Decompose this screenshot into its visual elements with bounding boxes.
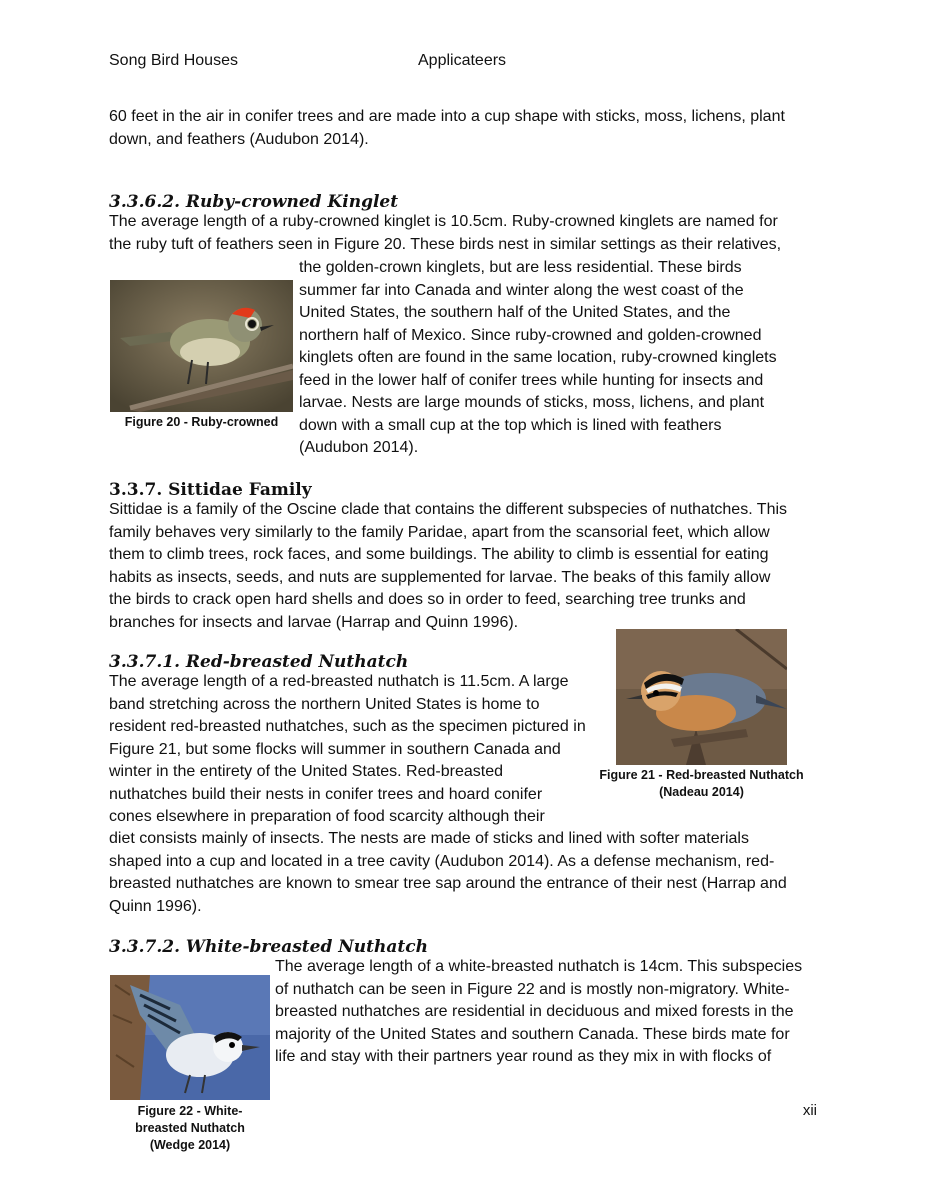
kinglet-line: (Audubon 2014). xyxy=(299,439,419,456)
sittidae-line: them to climb trees, rock faces, and some buildings. The ability to climb is essential for eating xyxy=(109,546,769,563)
header-right: Applicateers xyxy=(418,52,507,69)
white-nuthatch-line: breasted nuthatches are residential in deciduous and mixed forests in the xyxy=(275,1003,794,1020)
white-nuthatch-line: The average length of a white-breasted nuthatch is 14cm. This subspecies xyxy=(275,958,803,975)
kinglet-line: northern half of Mexico. Since ruby-crowned and golden-crowned xyxy=(299,326,762,344)
figure-21-photo xyxy=(616,629,787,765)
sittidae-line: habits as insects, seeds, and nuts are supplemented for larvae. The beaks of this family allow xyxy=(109,568,771,586)
section-heading-red-nuthatch: 3.3.7.1. Red-breasted Nuthatch xyxy=(109,652,409,672)
figure-20-photo xyxy=(110,280,293,412)
section-heading-kinglet: 3.3.6.2. Ruby-crowned Kinglet xyxy=(109,192,399,212)
intro-line: down, and feathers (Audubon 2014). xyxy=(109,130,369,148)
figure-22-caption xyxy=(110,1103,270,1154)
figure-22-caption-line: Figure 22 - White- xyxy=(137,1104,243,1118)
sittidae-line: the birds to crack open hard shells and does so in order to feed, searching tree trunks and xyxy=(109,591,746,608)
page-number: xii xyxy=(802,1102,817,1119)
red-nuthatch-line: resident red-breasted nuthatches, such as the specimen pictured in xyxy=(109,718,586,735)
ruby-crowned-kinglet-icon xyxy=(110,280,293,412)
figure-22-photo xyxy=(110,975,270,1100)
red-nuthatch-paragraph-wrap xyxy=(109,671,609,829)
kinglet-paragraph-top xyxy=(109,211,829,256)
kinglet-line: The average length of a ruby-crowned kinglet is 10.5cm. Ruby-crowned kinglets are named for xyxy=(109,213,778,230)
figure-21-caption xyxy=(590,767,813,801)
red-nuthatch-line: Figure 21, but some flocks will summer in southern Canada and xyxy=(109,740,561,758)
white-breasted-nuthatch-icon xyxy=(110,975,270,1100)
section-heading-white-nuthatch: 3.3.7.2. White-breasted Nuthatch xyxy=(109,937,428,957)
kinglet-line: summer far into Canada and winter along the west coast of the xyxy=(299,281,744,299)
kinglet-paragraph-wrap xyxy=(299,257,829,460)
white-nuthatch-line: of nuthatch can be seen in Figure 22 and is mostly non-migratory. White- xyxy=(275,980,790,998)
white-nuthatch-line: life and stay with their partners year round as they mix in with flocks of xyxy=(275,1048,772,1065)
figure-21-caption-line: (Nadeau 2014) xyxy=(659,785,744,799)
sittidae-line: Sittidae is a family of the Oscine clade that contains the different subspecies of nuthatches. This xyxy=(109,501,788,518)
intro-paragraph xyxy=(109,106,829,151)
section-heading-sittidae: 3.3.7. Sittidae Family xyxy=(109,480,312,500)
header-left: Song Bird Houses xyxy=(109,52,238,69)
red-nuthatch-line: band stretching across the northern United States is home to xyxy=(109,695,540,713)
figure-22-caption-line: breasted Nuthatch xyxy=(135,1121,245,1135)
sittidae-line: branches for insects and larvae (Harrap and Quinn 1996). xyxy=(109,613,519,631)
kinglet-line: larvae. Nests are large mounds of sticks, moss, lichens, and plant xyxy=(299,394,765,411)
kinglet-line: the golden-crown kinglets, but are less residential. These birds xyxy=(299,259,742,276)
red-nuthatch-line: cones elsewhere in preparation of food scarcity although their xyxy=(109,808,545,825)
red-nuthatch-paragraph-full xyxy=(109,828,829,918)
red-nuthatch-line: diet consists mainly of insects. The nests are made of sticks and lined with softer materials xyxy=(109,830,749,847)
red-breasted-nuthatch-icon xyxy=(616,629,787,765)
kinglet-line: United States, the southern half of the United States, and the xyxy=(299,304,731,321)
kinglet-line: feed in the lower half of conifer trees while hunting for insects and xyxy=(299,371,764,389)
kinglet-line: down with a small cup at the top which is lined with feathers xyxy=(299,416,722,434)
figure-21-caption-line: Figure 21 - Red-breasted Nuthatch xyxy=(599,768,804,782)
kinglet-line: kinglets often are found in the same location, ruby-crowned kinglets xyxy=(299,349,777,366)
white-nuthatch-line: majority of the United States and southern Canada. These birds mate for xyxy=(275,1025,790,1043)
red-nuthatch-line: nuthatches build their nests in conifer trees and hoard conifer xyxy=(109,785,543,803)
red-nuthatch-line: Quinn 1996). xyxy=(109,897,202,915)
red-nuthatch-line: winter in the entirety of the United States. Red-breasted xyxy=(109,763,503,780)
figure-22-caption-line: (Wedge 2014) xyxy=(149,1138,231,1152)
kinglet-line: the ruby tuft of feathers seen in Figure 20. These birds nest in similar settings as their relatives, xyxy=(109,235,782,253)
sittidae-paragraph xyxy=(109,499,829,634)
red-nuthatch-line: breasted nuthatches are known to smear tree sap around the entrance of their nest (Harrap and xyxy=(109,875,787,892)
red-nuthatch-line: The average length of a red-breasted nuthatch is 11.5cm. A large xyxy=(109,673,569,690)
red-nuthatch-line: shaped into a cup and located in a tree cavity (Audubon 2014). As a defense mechanism, red- xyxy=(109,852,775,870)
figure-20-caption: Figure 20 - Ruby-crowned xyxy=(124,415,279,429)
sittidae-line: family behaves very similarly to the family Paridae, apart from the scansorial feet, which allow xyxy=(109,523,770,541)
intro-line: 60 feet in the air in conifer trees and are made into a cup shape with sticks, moss, lichens, plant xyxy=(109,108,785,125)
white-nuthatch-paragraph-wrap xyxy=(275,956,830,1069)
